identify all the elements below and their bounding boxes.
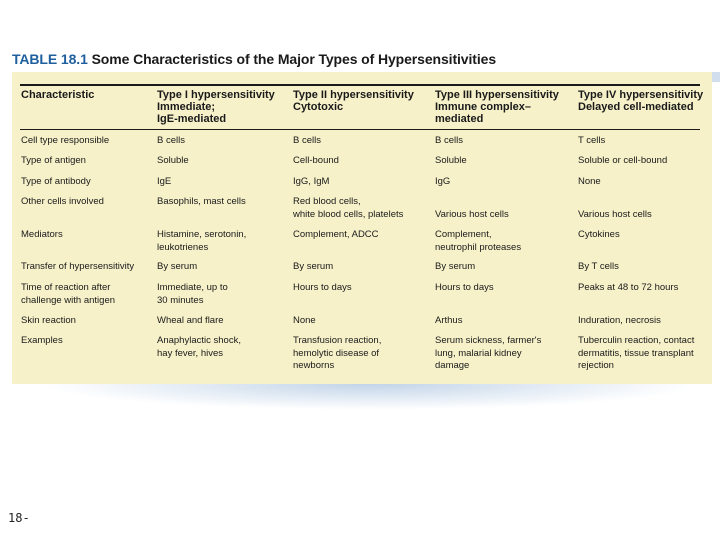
table-cell: Various host cells <box>435 208 509 220</box>
table-cell: newborns <box>293 360 335 371</box>
table-cell: IgG <box>435 176 451 187</box>
row-label: Skin reaction <box>21 315 76 326</box>
table-cell: IgE <box>157 176 172 187</box>
table-cell: Histamine, serotonin, <box>157 229 247 240</box>
table-cell: Serum sickness, farmer's <box>435 335 542 346</box>
table-cell: Immediate, up to <box>157 282 228 293</box>
table-cell: Hours to days <box>293 282 352 293</box>
table-cell: B cells <box>293 135 321 146</box>
row-label: Other cells involved <box>21 196 104 207</box>
top-rule <box>20 84 700 86</box>
row-label: Examples <box>21 335 63 346</box>
row-label: Mediators <box>21 229 63 240</box>
column-header: Type I hypersensitivity <box>157 89 275 101</box>
table-cell: dermatitis, tissue transplant <box>578 347 694 359</box>
table-cell: neutrophil proteases <box>435 241 522 253</box>
table-cell: By serum <box>293 261 334 272</box>
table-cell: rejection <box>578 360 614 371</box>
row-label: Transfer of hypersensitivity <box>21 261 135 272</box>
table-cell: B cells <box>435 135 463 146</box>
table-cell: Complement, ADCC <box>293 229 379 240</box>
decorative-glow-bottom <box>40 384 700 410</box>
row-label: Type of antibody <box>21 176 91 187</box>
table-cell: Peaks at 48 to 72 hours <box>578 282 679 293</box>
table-cell: T cells <box>578 135 606 146</box>
table-title <box>12 51 496 67</box>
table-cell: hay fever, hives <box>157 347 224 359</box>
table-cell: Basophils, mast cells <box>157 196 246 207</box>
table-cell: By T cells <box>578 261 619 272</box>
column-header: mediated <box>435 113 484 125</box>
table-cell: leukotrienes <box>157 241 209 253</box>
table-caption: Some Characteristics of the Major Types of Hypersensitivities <box>91 51 497 67</box>
table-number: TABLE 18.1 <box>12 51 88 67</box>
table-cell: damage <box>435 360 470 371</box>
column-header: Delayed cell-mediated <box>578 101 694 113</box>
table-cell: Soluble <box>435 155 467 166</box>
table-cell: Soluble or cell-bound <box>578 155 668 166</box>
column-header: Characteristic <box>21 89 95 101</box>
table-cell: None <box>578 176 601 187</box>
table-cell: white blood cells, platelets <box>293 208 404 220</box>
column-header: IgE-mediated <box>157 113 227 125</box>
column-header: Cytotoxic <box>293 101 344 113</box>
table-cell: Transfusion reaction, <box>293 335 382 346</box>
table-cell: Hours to days <box>435 282 494 293</box>
table-cell: IgG, IgM <box>293 176 330 187</box>
row-label: Type of antigen <box>21 155 86 166</box>
slide-number: 18- <box>8 511 30 525</box>
table-cell: Soluble <box>157 155 189 166</box>
table-cell: Tuberculin reaction, contact <box>578 335 695 346</box>
header-rule <box>20 129 700 130</box>
table-cell: Cell-bound <box>293 155 339 166</box>
column-header: Immune complex– <box>435 101 531 113</box>
table-cell: Anaphylactic shock, <box>157 335 241 346</box>
table-cell: hemolytic disease of <box>293 347 380 359</box>
row-label: challenge with antigen <box>21 294 116 306</box>
row-label: Time of reaction after <box>21 282 111 293</box>
table-cell: By serum <box>157 261 198 272</box>
table-cell: 30 minutes <box>157 294 204 306</box>
table-cell: lung, malarial kidney <box>435 347 522 359</box>
table-cell: Arthus <box>435 315 463 326</box>
table-cell: None <box>293 315 316 326</box>
column-header: Type II hypersensitivity <box>293 89 414 101</box>
table-cell: Induration, necrosis <box>578 315 661 326</box>
column-header: Type III hypersensitivity <box>435 89 559 101</box>
table-cell: By serum <box>435 261 476 272</box>
table-cell: Red blood cells, <box>293 196 361 207</box>
table-cell: Wheal and flare <box>157 315 224 326</box>
table-cell: B cells <box>157 135 185 146</box>
table-cell: Cytokines <box>578 229 620 240</box>
table-cell: Complement, <box>435 229 492 240</box>
column-header: Immediate; <box>157 101 216 113</box>
column-header: Type IV hypersensitivity <box>578 89 704 101</box>
row-label: Cell type responsible <box>21 135 110 146</box>
table-cell: Various host cells <box>578 208 652 220</box>
